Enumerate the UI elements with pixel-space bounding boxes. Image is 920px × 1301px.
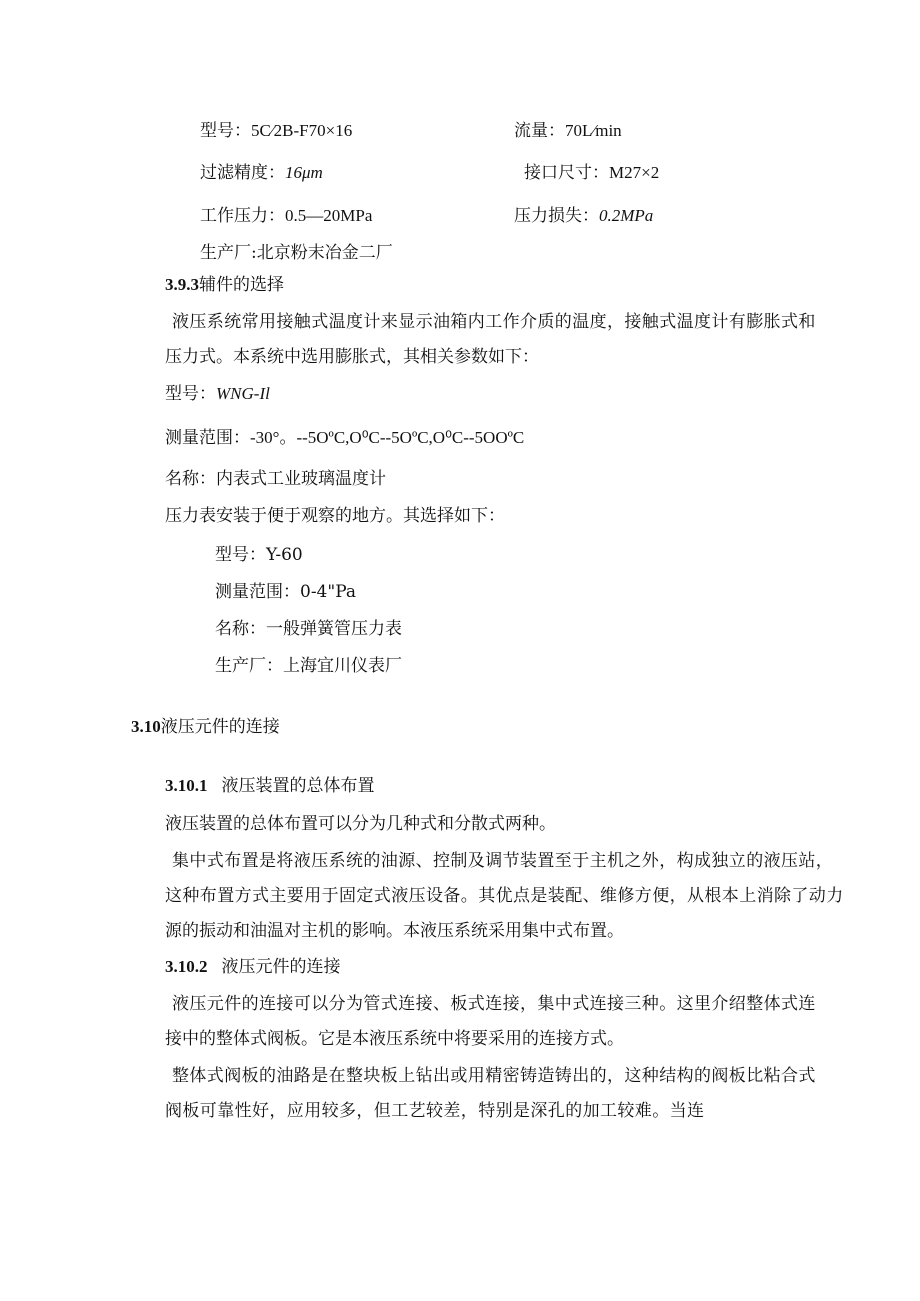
heading-3-9-3-title: 辅件的选择 [199, 275, 284, 295]
heading-3-10-2-title: 液压元件的连接 [221, 957, 341, 977]
connection-paragraph-2-line2: 阀板可靠性好，应用较多，但工艺较差，特别是深孔的加工较难。当连 [165, 1101, 705, 1121]
gauge-intro: 压力表安装于便于观察的地方。其选择如下： [165, 506, 505, 526]
layout-paragraph-2-line1: 集中式布置是将液压系统的油源、控制及调节装置至于主机之外，构成独立的液压站， [172, 851, 834, 871]
filter-model-label: 型号： [200, 121, 251, 141]
heading-3-10-2-number: 3.10.2 [165, 957, 208, 976]
filter-precision-line [200, 162, 323, 184]
filter-flow-value: 70L⁄min [565, 121, 622, 140]
gauge-range: 测量范围：0-4"Pa [215, 582, 357, 602]
filter-pressure-label: 工作压力： [200, 206, 285, 226]
filter-port-line [524, 162, 659, 184]
thermo-range-label: 测量范围： [165, 428, 250, 448]
filter-flow-label: 流量： [514, 121, 565, 141]
thermo-model-line [165, 383, 270, 405]
connection-paragraph-2-line1: 整体式阀板的油路是在整块板上钻出或用精密铸造铸出的，这种结构的阀板比粘合式 [172, 1066, 816, 1086]
thermo-paragraph-line1: 液压系统常用接触式温度计来显示油箱内工作介质的温度，接触式温度计有膨胀式和 [172, 312, 816, 332]
layout-paragraph-1: 液压装置的总体布置可以分为几种式和分散式两种。 [165, 814, 556, 834]
filter-model-value: 5C⁄2B-F70×16 [251, 121, 353, 140]
heading-3-10-1 [165, 775, 375, 797]
thermo-range-line [165, 427, 524, 449]
heading-3-10-2 [165, 956, 341, 978]
layout-paragraph-2-line3: 源的振动和油温对主机的影响。本液压系统采用集中式布置。 [165, 921, 624, 941]
heading-3-10-number: 3.10 [131, 717, 161, 736]
filter-model-line [200, 120, 352, 142]
gauge-maker: 生产厂：上海宜川仪表厂 [215, 656, 402, 676]
filter-loss-label: 压力损失： [514, 206, 599, 226]
connection-paragraph-1-line1: 液压元件的连接可以分为管式连接、板式连接，集中式连接三种。这里介绍整体式连 [172, 994, 816, 1014]
filter-pressure-line [200, 205, 372, 227]
filter-maker: 生产厂:北京粉末冶金二厂 [200, 243, 393, 263]
heading-3-9-3-number: 3.9.3 [165, 275, 199, 294]
gauge-name: 名称：一般弹簧管压力表 [215, 619, 402, 639]
filter-loss-value: 0.2MPa [599, 206, 654, 225]
filter-pressure-value: 0.5—20MPa [285, 206, 373, 225]
heading-3-10 [131, 716, 280, 738]
filter-port-value: M27×2 [609, 163, 660, 182]
thermo-name: 名称：内表式工业玻璃温度计 [165, 469, 386, 489]
heading-3-10-title: 液压元件的连接 [160, 717, 280, 737]
filter-flow-line [514, 120, 622, 142]
thermo-model-label: 型号： [165, 384, 216, 404]
filter-precision-value: 16μm [285, 163, 323, 182]
connection-paragraph-1-line2: 接中的整体式阀板。它是本液压系统中将要采用的连接方式。 [165, 1029, 624, 1049]
filter-loss-line [514, 205, 653, 227]
gauge-model: 型号：Y-60 [215, 545, 303, 565]
heading-3-9-3 [165, 274, 284, 296]
thermo-range-value: -30°。--5OºC,O⁰C--5OºC,O⁰C--5OOºC [250, 428, 525, 447]
filter-precision-label: 过滤精度： [200, 163, 285, 183]
thermo-paragraph-line2: 压力式。本系统中选用膨胀式，其相关参数如下： [165, 347, 539, 367]
heading-3-10-1-title: 液压装置的总体布置 [221, 776, 375, 796]
layout-paragraph-2-line2: 这种布置方式主要用于固定式液压设备。其优点是装配、维修方便，从根本上消除了动力 [165, 886, 844, 906]
heading-3-10-1-number: 3.10.1 [165, 776, 208, 795]
filter-port-label: 接口尺寸： [524, 163, 609, 183]
thermo-model-value: WNG-Il [216, 384, 270, 403]
